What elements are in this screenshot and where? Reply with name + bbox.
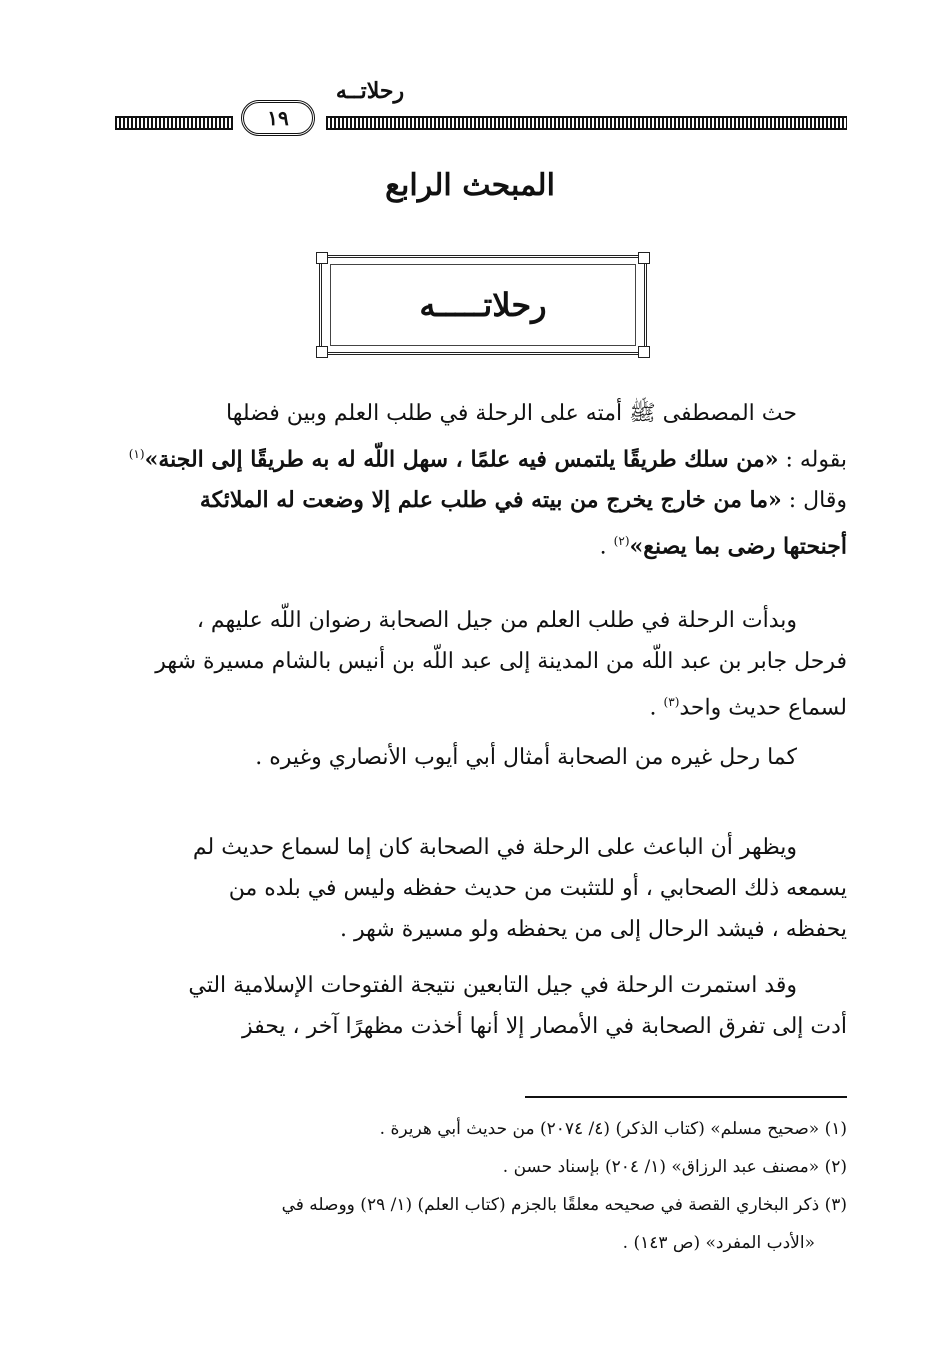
text-line: حث المصطفى ﷺ أمته على الرحلة في طلب العلم وبين فضلها [225, 401, 797, 426]
frame-corner [638, 346, 650, 358]
text-line [113, 480, 847, 521]
text-span: بقوله : [778, 447, 847, 473]
text-line: أدت إلى تفرق الصحابة في الأمصار إلا أنها أخذت مظهرًا آخر ، يحفز [241, 1014, 847, 1039]
hadith-quote: «ما من خارج يخرج من بيته في طلب علم إلا وضعت له الملائكة [199, 487, 782, 514]
footnote-1: (١) «صحيح مسلم» (كتاب الذكر) (٤/ ٢٠٧٤) من حديث أبي هريرة . [379, 1119, 847, 1139]
text-line: فرحل جابر بن عبد اللّه من المدينة إلى عبد اللّه بن أنيس بالشام مسيرة شهر [155, 649, 847, 674]
page-number: ١٩ [241, 100, 315, 136]
text-line: وقد استمرت الرحلة في جيل التابعين نتيجة الفتوحات الإسلامية التي [188, 973, 797, 998]
text-line: يسمعه ذلك الصحابي ، أو للتثبت من حديث حفظه وليس في بلده من [228, 876, 847, 901]
footnote-separator [525, 1096, 847, 1098]
footnote-3-continued: «الأدب المفرد» (ص ١٤٣) . [622, 1233, 815, 1253]
running-title: رحلاتــه [335, 78, 405, 104]
footnote-ref: (٣) [663, 695, 680, 709]
paragraph-2 [113, 600, 847, 728]
hadith-quote: أجنحتها رضى بما يصنع» [629, 533, 847, 560]
text-line: يحفظه ، فيشد الرحال إلى من يحفظه ولو مسيرة شهر . [340, 917, 847, 942]
header-ornament-left [115, 116, 233, 130]
footnote-2: (٢) «مصنف عبد الرزاق» (١/ ٢٠٤) بإسناد حسن . [502, 1157, 847, 1177]
paragraph-1 [113, 393, 847, 568]
footnote-ref: (١) [128, 447, 145, 461]
text-span: وقال : [781, 488, 847, 514]
text-line: كما رحل غيره من الصحابة أمثال أبي أيوب الأنصاري وغيره . [255, 745, 797, 770]
frame-corner [316, 346, 328, 358]
paragraph-3 [113, 737, 847, 778]
text-span: . [649, 695, 664, 721]
text-line [113, 521, 847, 567]
text-line [113, 682, 847, 728]
hadith-quote: «من سلك طريقًا يلتمس فيه علمًا ، سهل اللّه له به طريقًا إلى الجنة» [144, 446, 779, 473]
footnote-ref: (٢) [613, 534, 630, 549]
footnote-3: (٣) ذكر البخاري القصة في صحيحه معلقًا بالجزم (كتاب العلم) (١/ ٢٩) ووصله في [281, 1195, 847, 1215]
footnotes [113, 1110, 847, 1262]
paragraph-5 [113, 965, 847, 1047]
frame-corner [316, 252, 328, 264]
text-line: ويظهر أن الباعث على الرحلة في الصحابة كان إما لسماع حديث لم [192, 835, 797, 860]
frame-corner [638, 252, 650, 264]
text-span: . [599, 534, 614, 560]
section-heading: المبحث الرابع [385, 168, 555, 203]
chapter-title: رحلاتـــــه [330, 264, 636, 346]
paragraph-4 [113, 827, 847, 950]
text-line: وبدأت الرحلة في طلب العلم من جيل الصحابة رضوان اللّه عليهم ، [196, 608, 797, 633]
text-line [113, 434, 847, 480]
text-span: لسماع حديث واحد [679, 695, 847, 721]
header-ornament-right [326, 116, 847, 130]
chapter-title-frame [319, 255, 647, 355]
